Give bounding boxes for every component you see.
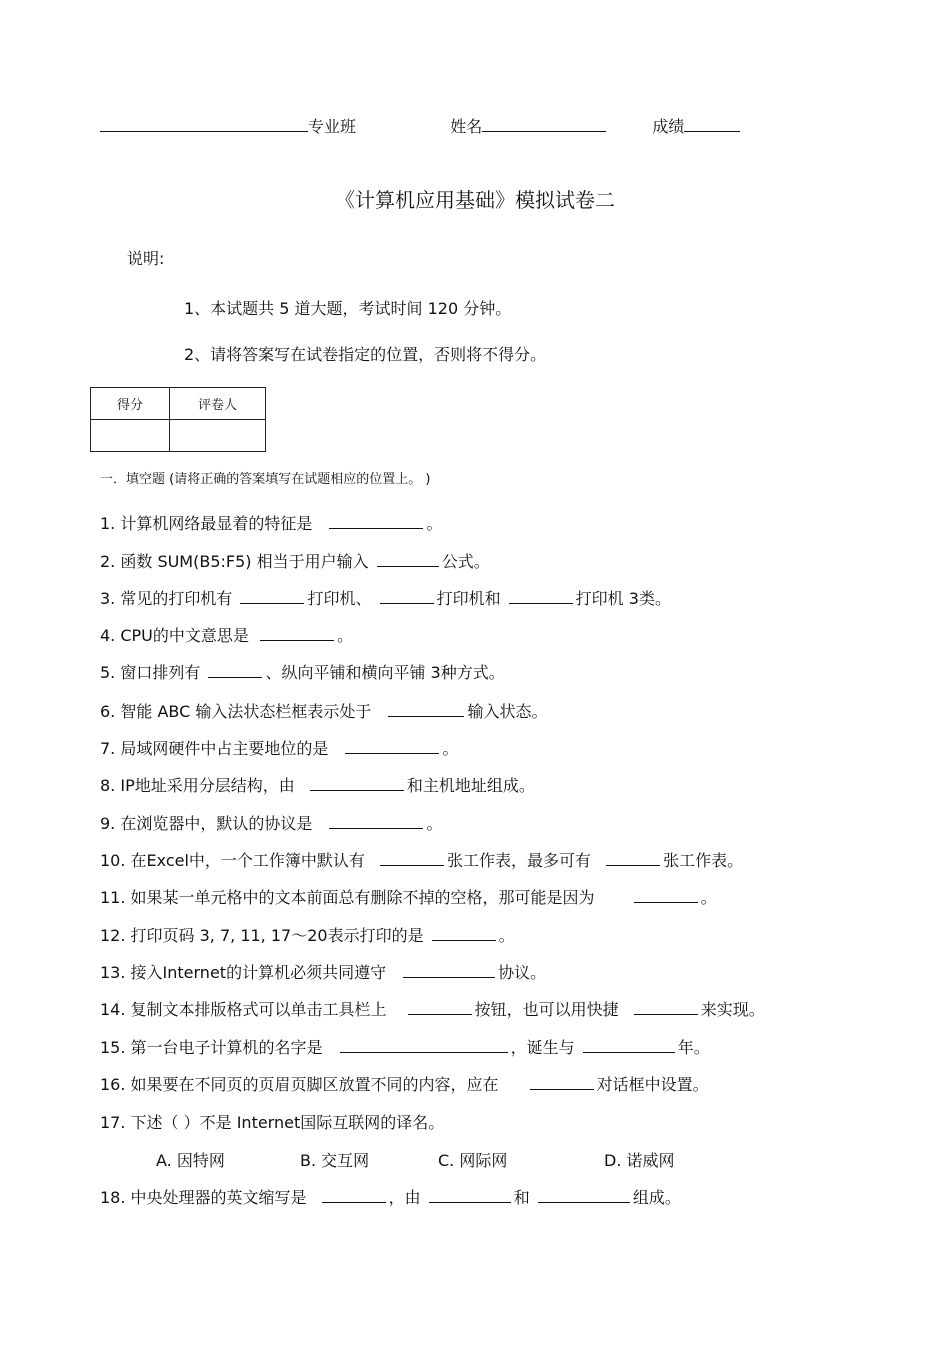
question-3	[100, 586, 671, 609]
question-text: 和	[513, 1188, 530, 1207]
answer-blank[interactable]	[530, 1088, 594, 1090]
question-text: ，由	[388, 1188, 421, 1207]
question-text: 打印机 3类。	[575, 589, 671, 608]
question-6	[100, 699, 547, 722]
option-b[interactable]: B. 交互网	[300, 1151, 370, 1170]
question-text: 打印机和	[436, 589, 501, 608]
instruction-item: 2、请将答案写在试卷指定的位置，否则将不得分。	[184, 345, 547, 364]
question-9	[100, 811, 442, 834]
answer-blank[interactable]	[403, 976, 495, 978]
question-text: 。	[426, 814, 443, 833]
answer-blank[interactable]	[260, 639, 334, 641]
score-cell[interactable]	[91, 420, 170, 452]
question-text: 16. 如果要在不同页的页眉页脚区放置不同的内容，应在	[100, 1075, 499, 1094]
question-18	[100, 1185, 681, 1208]
answer-blank[interactable]	[208, 676, 262, 678]
question-10	[100, 848, 743, 871]
question-text: 来实现。	[700, 1000, 765, 1019]
question-text: 张工作表。	[663, 851, 744, 870]
answer-blank[interactable]	[634, 901, 698, 903]
question-text: 18. 中央处理器的英文缩写是	[100, 1188, 307, 1207]
question-14	[100, 997, 765, 1020]
question-text: 协议。	[498, 963, 547, 982]
question-text: 。	[336, 626, 353, 645]
question-12	[100, 923, 515, 946]
question-5	[100, 660, 505, 683]
answer-blank[interactable]	[583, 1051, 675, 1053]
name-blank[interactable]	[482, 130, 606, 132]
section-heading: 一．填空题 (请将正确的答案填写在试题相应的位置上。 )	[100, 472, 431, 487]
option-d[interactable]: D. 诺威网	[604, 1151, 675, 1170]
answer-blank[interactable]	[380, 864, 444, 866]
question-16	[100, 1072, 709, 1095]
option-a[interactable]: A. 因特网	[156, 1151, 225, 1170]
question-text: 9. 在浏览器中，默认的协议是	[100, 814, 313, 833]
student-info-line	[100, 114, 740, 137]
answer-blank[interactable]	[329, 827, 423, 829]
question-text: ，诞生与	[510, 1038, 575, 1057]
question-text: 17. 下述（ ）不是 Internet国际互联网的译名。	[100, 1113, 445, 1132]
instructions-label: 说明:	[127, 249, 165, 268]
option-c[interactable]: C. 网际网	[438, 1151, 508, 1170]
answer-blank[interactable]	[634, 1013, 698, 1015]
answer-blank[interactable]	[329, 527, 423, 529]
instruction-item: 1、本试题共 5 道大题，考试时间 120 分钟。	[184, 299, 512, 318]
score-table-header-score: 得分	[91, 388, 170, 420]
answer-blank[interactable]	[240, 602, 304, 604]
answer-blank[interactable]	[429, 1201, 511, 1203]
answer-blank[interactable]	[538, 1201, 630, 1203]
question-text: 14. 复制文本排版格式可以单击工具栏上	[100, 1000, 387, 1019]
question-text: 和主机地址组成。	[406, 776, 535, 795]
name-label: 姓名	[450, 117, 483, 136]
question-text: 组成。	[632, 1188, 681, 1207]
question-text: 对话框中设置。	[596, 1075, 709, 1094]
question-17	[100, 1110, 444, 1133]
question-text: 8. IP地址采用分层结构，由	[100, 776, 295, 795]
question-text: 1. 计算机网络最显着的特征是	[100, 514, 313, 533]
question-text: 、纵向平铺和横向平铺 3种方式。	[265, 663, 505, 682]
score-label: 成绩	[652, 117, 685, 136]
answer-blank[interactable]	[310, 789, 404, 791]
question-text: 4. CPU的中文意思是	[100, 626, 249, 645]
question-text: 2. 函数 SUM(B5:F5) 相当于用户输入	[100, 552, 369, 571]
score-table	[90, 387, 266, 452]
question-text: 12. 打印页码 3, 7, 11, 17～20表示打印的是	[100, 926, 424, 945]
grader-cell[interactable]	[170, 420, 266, 452]
question-text: 5. 窗口排列有	[100, 663, 201, 682]
major-class-blank[interactable]	[100, 130, 308, 132]
score-table-header-grader: 评卷人	[170, 388, 266, 420]
question-1	[100, 511, 442, 534]
question-13	[100, 960, 546, 983]
answer-blank[interactable]	[388, 715, 464, 717]
answer-blank[interactable]	[606, 864, 660, 866]
question-text: 。	[498, 926, 515, 945]
question-2	[100, 549, 490, 572]
answer-blank[interactable]	[322, 1201, 386, 1203]
answer-blank[interactable]	[345, 752, 439, 754]
question-text: 。	[442, 739, 459, 758]
question-text: 11. 如果某一单元格中的文本前面总有删除不掉的空格，那可能是因为	[100, 888, 595, 907]
answer-blank[interactable]	[408, 1013, 472, 1015]
question-text: 。	[700, 888, 717, 907]
answer-blank[interactable]	[509, 602, 573, 604]
major-class-label: 专业班	[308, 117, 357, 136]
question-text: 张工作表，最多可有	[447, 851, 592, 870]
question-text: 。	[426, 514, 443, 533]
answer-blank[interactable]	[340, 1051, 508, 1053]
question-text: 按钮，也可以用快捷	[474, 1000, 619, 1019]
answer-blank[interactable]	[377, 565, 439, 567]
question-8	[100, 773, 535, 796]
question-text: 15. 第一台电子计算机的名字是	[100, 1038, 323, 1057]
question-text: 年。	[677, 1038, 710, 1057]
question-text: 公式。	[441, 552, 490, 571]
answer-blank[interactable]	[432, 939, 496, 941]
exam-title: 《计算机应用基础》模拟试卷二	[335, 188, 615, 212]
question-text: 6. 智能 ABC 输入法状态栏框表示处于	[100, 702, 372, 721]
question-15	[100, 1035, 710, 1058]
question-text: 打印机、	[307, 589, 372, 608]
question-4	[100, 623, 353, 646]
question-7	[100, 736, 458, 759]
score-blank[interactable]	[684, 130, 740, 132]
answer-blank[interactable]	[380, 602, 434, 604]
question-text: 13. 接入Internet的计算机必须共同遵守	[100, 963, 387, 982]
question-text: 输入状态。	[467, 702, 548, 721]
question-11	[100, 885, 717, 908]
question-text: 10. 在Excel中，一个工作簿中默认有	[100, 851, 365, 870]
question-text: 3. 常见的打印机有	[100, 589, 233, 608]
question-text: 7. 局域网硬件中占主要地位的是	[100, 739, 329, 758]
